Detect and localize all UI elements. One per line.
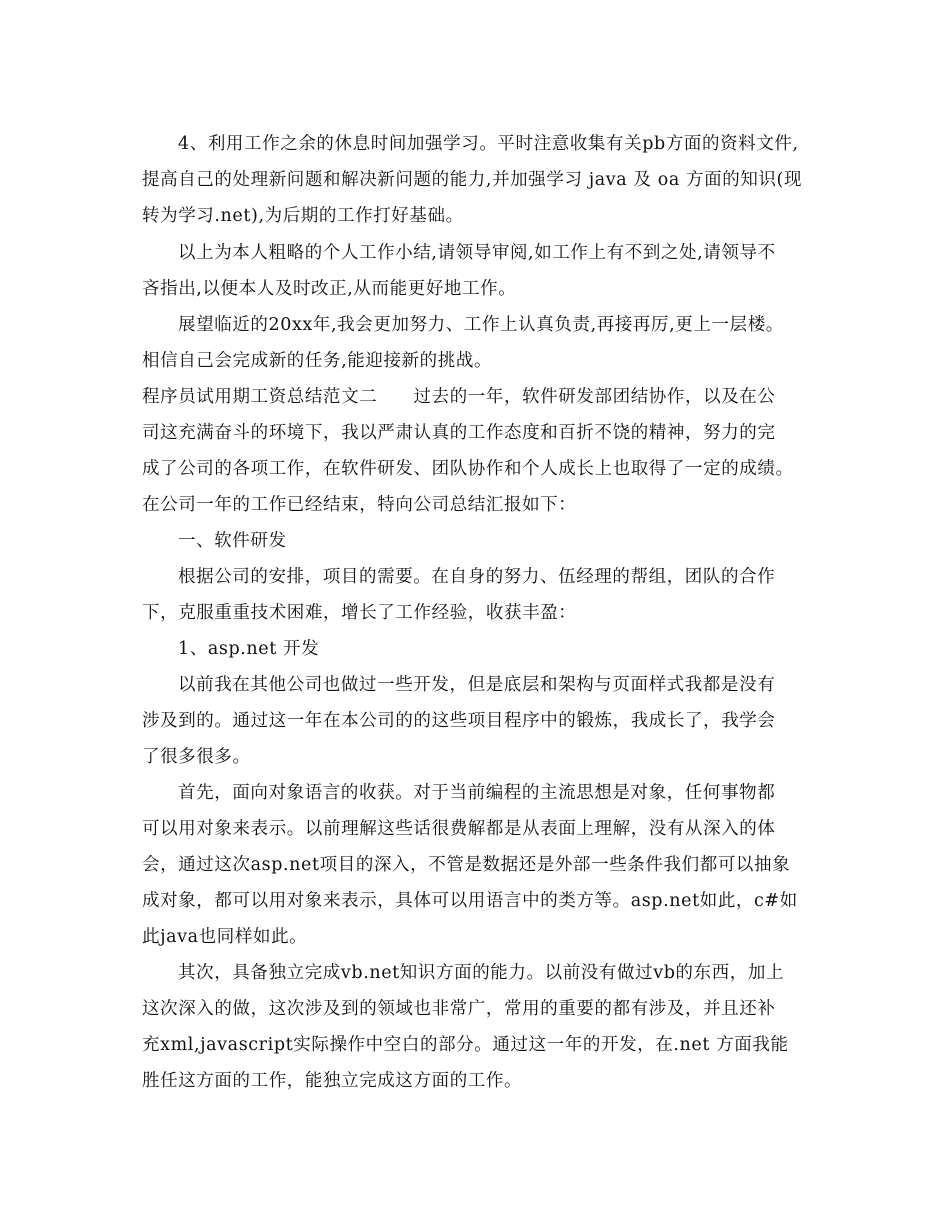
text-line: 以前我在其他公司也做过一些开发，但是底层和架构与页面样式我都是没有 — [178, 675, 776, 695]
text-line: 转为学习.net),为后期的工作打好基础。 — [142, 206, 464, 226]
text-line: 了很多很多。 — [142, 747, 251, 767]
text-line: 根据公司的安排，项目的需要。在自身的努力、伍经理的帮组，团队的合作 — [178, 567, 776, 587]
text-line: 下，克服重重技术困难，增长了工作经验，收获丰盈： — [142, 603, 577, 623]
text-line: 首先，面向对象语言的收获。对于当前编程的主流思想是对象，任何事物都 — [178, 783, 776, 803]
text-line: 在公司一年的工作已经结束，特向公司总结汇报如下： — [142, 495, 577, 515]
text-line: 成了公司的各项工作，在软件研发、团队协作和个人成长上也取得了一定的成绩。 — [142, 459, 794, 479]
text-line: 吝指出,以便本人及时改正,从而能更好地工作。 — [142, 279, 517, 299]
text-line: 会，通过这次asp.net项目的深入，不管是数据还是外部一些条件我们都可以抽象 — [142, 855, 791, 875]
text-line: 可以用对象来表示。以前理解这些话很费解都是从表面上理解，没有从深入的体 — [142, 819, 776, 839]
text-line: 提高自己的处理新问题和解决新问题的能力,并加强学习 java 及 oa 方面的知识(现 — [142, 170, 803, 190]
text-line: 胜任这方面的工作，能独立完成这方面的工作。 — [142, 1071, 523, 1091]
text-line: 充xml,javascript实际操作中空白的部分。通过这一年的开发，在.net 方面我能 — [142, 1035, 789, 1055]
text-line: 展望临近的20xx年,我会更加努力、工作上认真负责,再接再厉,更上一层楼。 — [178, 315, 784, 335]
subheading-line: 1、asp.net 开发 — [178, 639, 320, 659]
text-line: 涉及到的。通过这一年在本公司的的这些项目程序中的锻炼，我成长了，我学会 — [142, 711, 776, 731]
subheading-line: 一、软件研发 — [178, 531, 287, 551]
text-line: 这次深入的做，这次涉及到的领域也非常广，常用的重要的都有涉及，并且还补 — [142, 999, 776, 1019]
text-line: 此java也同样如此。 — [142, 927, 308, 947]
text-line: 4、利用工作之余的休息时间加强学习。平时注意收集有关pb方面的资料文件, — [178, 134, 799, 154]
text-line: 其次，具备独立完成vb.net知识方面的能力。以前没有做过vb的东西，加上 — [178, 963, 785, 983]
text-line: 以上为本人粗略的个人工作小结,请领导审阅,如工作上有不到之处,请领导不 — [178, 243, 776, 263]
text-line: 成对象，都可以用对象来表示，具体可以用语言中的类方等。asp.net如此，c#如 — [142, 891, 798, 911]
section-heading-line: 程序员试用期工资总结范文二 过去的一年，软件研发部团结协作，以及在公 — [142, 387, 776, 407]
text-line: 司这充满奋斗的环境下，我以严肃认真的工作态度和百折不饶的精神，努力的完 — [142, 423, 776, 443]
text-line: 相信自己会完成新的任务,能迎接新的挑战。 — [142, 351, 493, 371]
